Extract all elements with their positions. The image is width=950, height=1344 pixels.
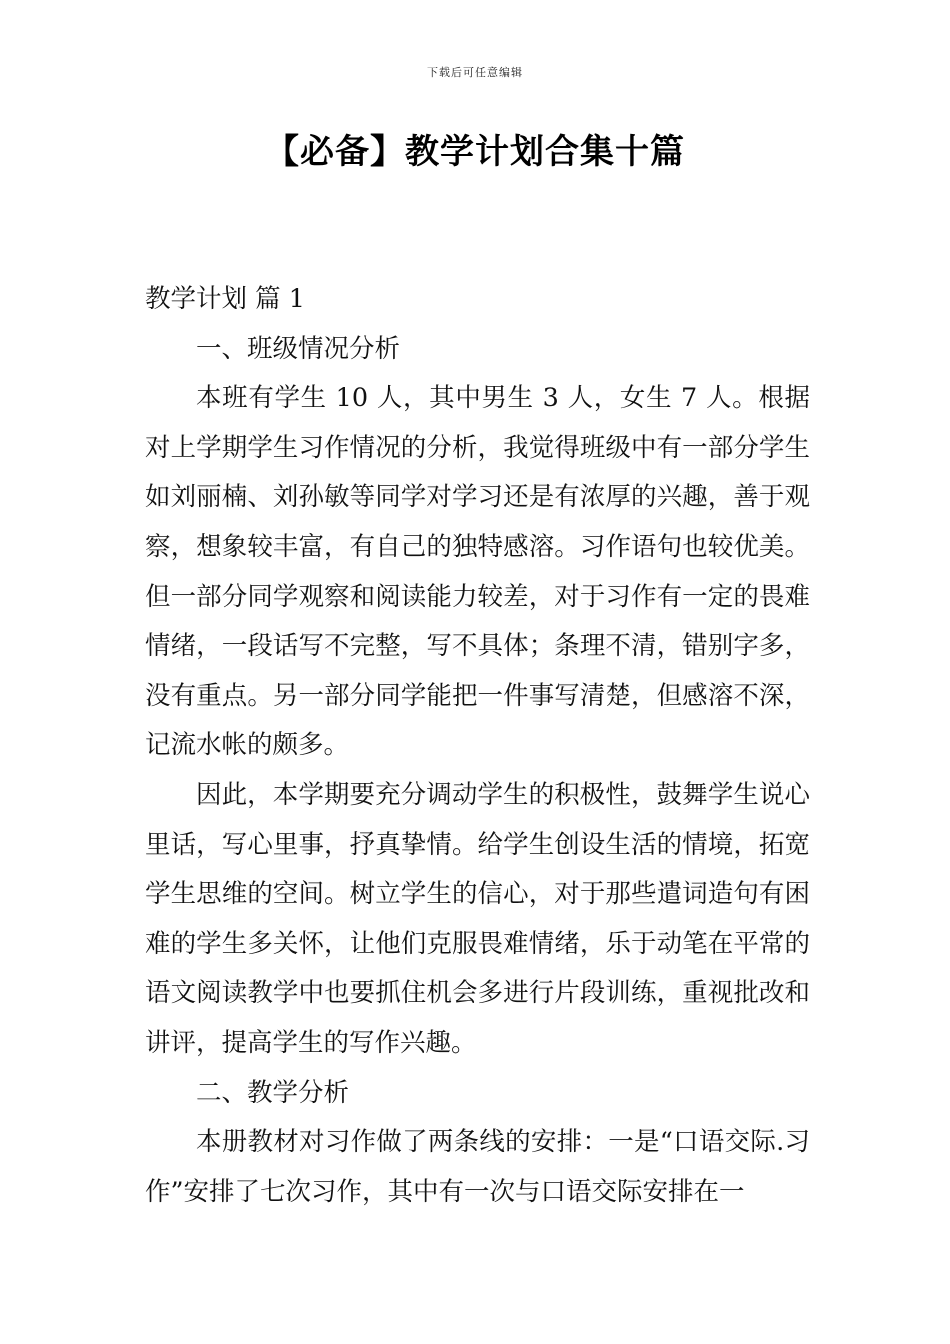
document-body <box>145 275 810 1217</box>
paragraph: 本册教材对习作做了两条线的安排：一是“口语交际.习作”安排了七次习作，其中有一次与口语交际安排在一 <box>145 1127 810 1207</box>
paragraph: 本班有学生 10 人，其中男生 3 人，女生 7 人。根据对上学期学生习作情况的分析，我觉得班级中有一部分学生如刘丽楠、刘孙敏等同学对学习还是有浓厚的兴趣，善于观察，想象较丰富，有自己的独特感溶。习作语句也较优美。但一部分同学观察和阅读能力较差，对于习作有一定的畏难情绪，一段话写不完整，写不具体；条理不清，错别字多，没有重点。另一部分同学能把一件事写清楚，但感溶不深，记流水帐的颇多。 <box>145 383 810 761</box>
heading-class-analysis: 一、班级情况分析 <box>196 333 401 364</box>
section-label: 教学计划 篇 1 <box>145 284 305 314</box>
document-title: 【必备】教学计划合集十篇 <box>265 132 685 172</box>
paragraph: 因此，本学期要充分调动学生的积极性，鼓舞学生说心里话，写心里事，抒真挚情。给学生创设生活的情境，拓宽学生思维的空间。树立学生的信心，对于那些遣词造句有困难的学生多关怀，让他们克服畏难情绪，乐于动笔在平常的语文阅读教学中也要抓住机会多进行片段训练，重视批改和讲评，提高学生的写作兴趣。 <box>145 779 810 1058</box>
header-note: 下载后可任意编辑 <box>427 66 523 79</box>
heading-teaching-analysis: 二、教学分析 <box>196 1077 350 1108</box>
